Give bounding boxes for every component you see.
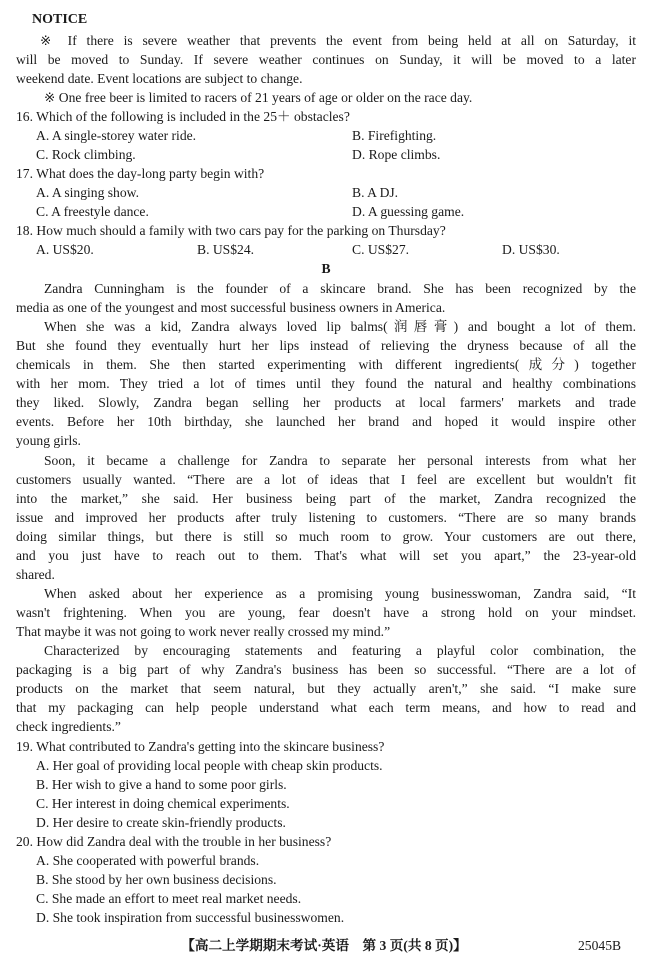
option-20d: D. She took inspiration from successful businesswomen. [36,910,345,925]
option-17d: D. A guessing game. [352,204,465,219]
question-stem-18: 18. How much should a family with two cars pay for the parking on Thursday? [16,223,446,238]
question-stem-16: 16. Which of the following is included in the 25＋ obstacles? [16,109,350,124]
passage-line: and you just have to reach out to them. That's what will set you apart,” the 23-year-old [16,548,636,563]
passage-line: packaging is a big part of why Zandra's business has been so successful. “There are a lot of [16,662,636,677]
passage-line: events. Before her 10th birthday, she launched her brand and hoped it would inspire other [16,414,636,429]
passage-line: into the market,” she said. Her business being part of the market, Zandra recognized the [16,491,636,506]
passage-line: chemicals in them. She then started experimenting with different ingredients(成分) together [16,357,636,372]
passage-line: That maybe it was not going to work never really crossed my mind.” [16,624,391,639]
passage-line: with her mom. They tried a lot of times until they found the natural and healthy combinations [16,376,636,391]
passage-line: issue and improved her products after truly listening to customers. “There are so many brands [16,510,636,525]
option-16b: B. Firefighting. [352,128,437,143]
option-16d: D. Rope climbs. [352,147,441,162]
passage-line: When asked about her experience as a promising young businesswoman, Zandra said, “It [44,586,636,601]
option-17b: B. A DJ. [352,185,399,200]
passage-line: they liked. Slowly, Zandra began selling her products at local farmers' markets and trade [16,395,636,410]
option-17a: A. A singing show. [36,185,139,200]
passage-line: customers usually wanted. “There are a lot of ideas that I feel are excellent but wouldn't fit [16,472,636,487]
notice-line: ※ If there is severe weather that prevents the event from being held at all on Saturday, it [40,33,636,48]
option-16c: C. Rock climbing. [36,147,136,162]
question-stem-17: 17. What does the day-long party begin with? [16,166,265,181]
question-stem-20: 20. How did Zandra deal with the trouble in her business? [16,834,332,849]
passage-line: Characterized by encouraging statements and featuring a playful color combination, the [44,643,636,658]
option-19b: B. Her wish to give a hand to some poor girls. [36,777,287,792]
passage-line: When she was a kid, Zandra always loved lip balms(润唇膏) and bought a lot of them. [44,319,636,334]
option-20b: B. She stood by her own business decisions. [36,872,277,887]
passage-line: young girls. [16,433,81,448]
option-19c: C. Her interest in doing chemical experiments. [36,796,290,811]
passage-line: Zandra Cunningham is the founder of a skincare brand. She has been recognized by the [44,281,636,296]
passage-line: shared. [16,567,55,582]
option-20a: A. She cooperated with powerful brands. [36,853,260,868]
passage-line: wasn't frightening. When you are young, fear doesn't have a strong hold on your mindset. [16,605,636,620]
notice-line: weekend date. Event locations are subject to change. [16,71,303,86]
passage-line: media as one of the youngest and most successful business owners in America. [16,300,446,315]
option-18a: A. US$20. [36,242,94,257]
section-b-label: B [321,261,331,276]
option-16a: A. A single-storey water ride. [36,128,197,143]
option-18c: C. US$27. [352,242,410,257]
notice-title: NOTICE [32,12,88,27]
passage-line: doing similar things, but there is still so much room to grow. Your customers are out there, [16,529,636,544]
passage-line: check ingredients.” [16,719,121,734]
notice-line: ※ One free beer is limited to racers of 21 years of age or older on the race day. [44,90,473,105]
option-17c: C. A freestyle dance. [36,204,149,219]
passage-line: that my packaging can help people understand what each term means, and how to read and [16,700,636,715]
page-footer-title: 【高二上学期期末考试·英语 第 3 页(共 8 页)】 [181,938,467,953]
passage-line: Soon, it became a challenge for Zandra to separate her personal interests from what her [44,453,636,468]
passage-line: products on the market that seem natural, but they actually aren't,” she said. “I make sure [16,681,636,696]
option-18d: D. US$30. [502,242,560,257]
option-19d: D. Her desire to create skin-friendly products. [36,815,286,830]
question-stem-19: 19. What contributed to Zandra's getting into the skincare business? [16,739,385,754]
page-footer-code: 25045B [578,938,622,953]
option-20c: C. She made an effort to meet real market needs. [36,891,302,906]
option-18b: B. US$24. [197,242,255,257]
option-19a: A. Her goal of providing local people with cheap skin products. [36,758,383,773]
notice-line: will be moved to Sunday. If severe weather continues on Sunday, it will be moved to a later [16,52,636,67]
passage-line: But she found they eventually hurt her lips instead of relieving the dryness because of all the [16,338,636,353]
